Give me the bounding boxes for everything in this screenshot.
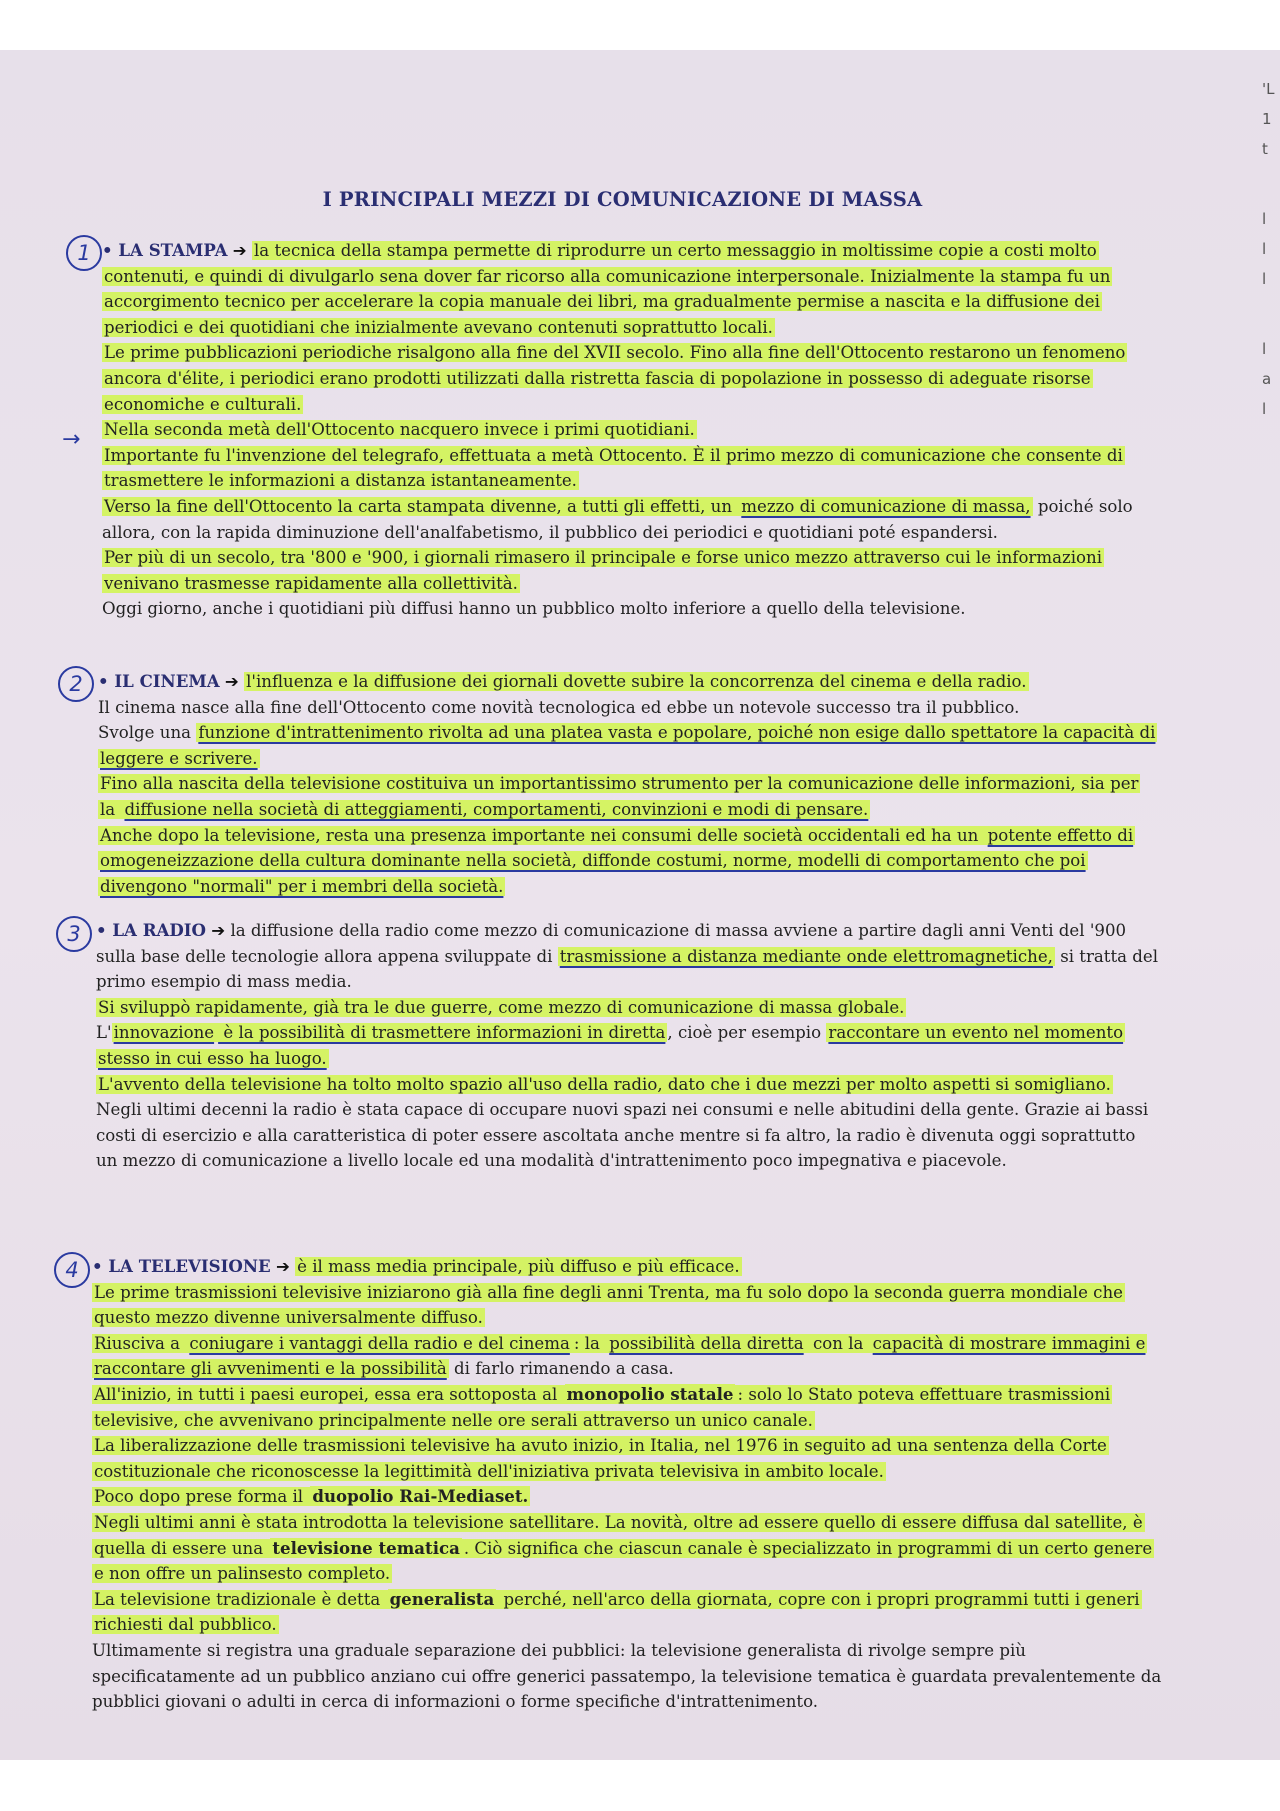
underlined-text: funzione d'intrattenimento rivolta ad una platea vasta e popolare, poiché non esige dallo spettatore la capacità di leggere e scrivere. <box>100 723 1156 768</box>
edge-mark: t <box>1262 140 1268 158</box>
text: si tratta del primo esempio di mass media. <box>96 946 1159 992</box>
highlighted-text: Verso la fine dell'Ottocento la carta stampata divenne, a tutti gli effetti, un <box>104 496 738 516</box>
highlighted-text: la tecnica della stampa permette di riprodurre un certo messaggio in moltissime copie a costi molto contenuti, e quindi di divulgarlo sena dover far ricorso alla comunicazione interpersonale. Inizialmente la stampa fu un accorgimento tecnico per accelerare la copia manuale dei libri, ma gradualmente permise a nascita e la diffusione dei periodici e dei quotidiani che inizialmente avevano contenuti soprattutto locali. <box>104 241 1111 337</box>
edge-mark: a <box>1262 370 1272 388</box>
paragraph <box>102 417 1152 443</box>
paragraph <box>92 1587 1162 1638</box>
edge-marks <box>1262 74 1276 424</box>
highlighted-text: Anche dopo la televisione, resta una presenza importante nei consumi delle società occidentali ed ha un <box>100 825 984 845</box>
paragraph <box>96 918 1160 995</box>
paragraph <box>102 443 1152 494</box>
paragraph <box>98 669 1156 695</box>
text: di farlo rimanendo a casa. <box>448 1359 674 1379</box>
section-heading: • LA RADIO <box>96 920 206 940</box>
paragraph <box>102 596 1152 622</box>
paragraph <box>96 1020 1160 1071</box>
section-heading: • LA TELEVISIONE <box>92 1256 271 1276</box>
highlighted-text: Nella seconda metà dell'Ottocento nacquero invece i primi quotidiani. <box>104 420 695 440</box>
paragraph <box>102 340 1152 417</box>
highlighted-text: Poco dopo prese forma il <box>94 1487 309 1507</box>
text: Il cinema nasce alla fine dell'Ottocento come novità tecnologica ed ebbe un notevole successo tra il pubblico. <box>98 697 1020 717</box>
highlighted-text: Le prime trasmissioni televisive iniziarono già alla fine degli anni Trenta, ma fu solo dopo la seconda guerra mondiale che questo mezzo divenne universalmente diffuso. <box>94 1282 1123 1328</box>
text: , cioè per esempio <box>667 1023 827 1043</box>
paragraph <box>92 1382 1162 1433</box>
highlighted-text: La liberalizzazione delle trasmissioni televisive ha avuto inizio, in Italia, nel 1976 in seguito ad una sentenza della Corte costituzionale che riconoscesse la legittimità dell'iniziativa privata televisiva in ambito locale. <box>94 1436 1107 1481</box>
underlined-text: mezzo di comunicazione di massa, <box>741 496 1031 516</box>
highlighted-text: Importante fu l'invenzione del telegrafo, effettuata a metà Ottocento. È il primo mezzo di comunicazione che consente di trasmettere le informazioni a distanza istantaneamente. <box>104 445 1123 491</box>
paragraph <box>92 1254 1162 1280</box>
text: Negli ultimi decenni la radio è stata capace di occupare nuovi spazi nei consumi e nelle abitudini della gente. Grazie ai bassi costi di esercizio e alla caratteristica di poter essere ascoltata anche mentre si fa altro, la radio è divenuta oggi soprattutto un mezzo di comunicazione a livello locale ed una modalità d'intrattenimento poco impegnativa e piacevole. <box>96 1100 1149 1171</box>
highlighted-text: L'avvento della televisione ha tolto molto spazio all'uso della radio, dato che i due mezzi per molto aspetti si somigliano. <box>98 1074 1111 1094</box>
paragraph <box>98 695 1156 721</box>
highlighted-text: perché, nell'arco della giornata, copre con i propri programmi tutti i generi richiesti dal pubblico. <box>94 1589 1140 1635</box>
text: L' <box>96 1023 112 1043</box>
text: Svolge una <box>98 723 197 743</box>
edge-mark: l <box>1262 240 1267 258</box>
text: Oggi giorno, anche i quotidiani più diffusi hanno un pubblico molto inferiore a quello della televisione. <box>102 599 966 619</box>
underlined-text: diffusione nella società di atteggiamenti, comportamenti, convinzioni e modi di pensare. <box>124 799 869 819</box>
highlighted-text: All'inizio, in tutti i paesi europei, essa era sottoposta al <box>94 1384 563 1404</box>
edge-mark: 1 <box>1262 110 1272 128</box>
paragraph <box>92 1433 1162 1484</box>
right-arrow-icon: ➔ <box>275 1257 290 1276</box>
edge-mark: l <box>1262 340 1267 358</box>
highlighted-text: televisione tematica <box>272 1537 460 1558</box>
edge-mark: l <box>1262 210 1267 228</box>
underlined-text: coniugare i vantaggi della radio e del cinema <box>189 1333 570 1353</box>
edge-mark: l <box>1262 400 1267 418</box>
highlighted-text: Si sviluppò rapidamente, già tra le due guerre, come mezzo di comunicazione di massa globale. <box>98 997 905 1017</box>
section-body <box>98 669 1156 899</box>
highlighted-text: con la <box>807 1333 869 1353</box>
underlined-text: è la possibilità di trasmettere informazioni in diretta <box>218 1023 666 1043</box>
page-title: I PRINCIPALI MEZZI DI COMUNICAZIONE DI MASSA <box>322 188 923 211</box>
section-heading: • LA STAMPA <box>102 240 228 260</box>
paragraph <box>98 823 1156 900</box>
text: la diffusione della radio come mezzo di comunicazione di massa avviene a partire dagli anni Venti del '900 sulla base delle tecnologie allora appena sviluppate di <box>96 921 1127 966</box>
section-number-badge: 1 <box>66 235 102 271</box>
paragraph <box>96 995 1160 1021</box>
highlighted-text: monopolio statale <box>566 1383 734 1404</box>
highlighted-text: Riusciva a <box>94 1333 186 1353</box>
section-number-badge: 3 <box>56 916 92 952</box>
highlighted-text: duopolio Rai-Mediaset. <box>312 1486 529 1507</box>
underlined-text: capacità di mostrare immagini e raccontare gli avvenimenti e la possibilità <box>94 1333 1146 1379</box>
section-body <box>96 918 1160 1174</box>
underlined-text: raccontare un evento nel momento stesso in cui esso ha luogo. <box>98 1023 1124 1068</box>
highlighted-text: l'influenza e la diffusione dei giornali dovette subire la concorrenza del cinema e della radio. <box>246 672 1027 691</box>
paragraph <box>92 1280 1162 1331</box>
highlighted-text: è il mass media principale, più diffuso e più efficace. <box>297 1257 740 1276</box>
edge-mark: l <box>1262 270 1267 288</box>
paragraph <box>92 1510 1162 1587</box>
highlighted-text: Le prime pubblicazioni periodiche risalgono alla fine del XVII secolo. Fino alla fine dell'Ottocento restarono un fenomeno ancora d'élite, i periodici erano prodotti utilizzati dalla ristretta fascia di popolazione in possesso di adeguate risorse economiche e culturali. <box>104 343 1126 414</box>
section-number-badge: 4 <box>54 1252 90 1288</box>
right-arrow-icon: ➔ <box>211 921 226 940</box>
underlined-text: innovazione <box>113 1023 215 1043</box>
document-page <box>0 50 1280 1760</box>
underlined-text: potente effetto di omogeneizzazione della cultura dominante nella società, diffonde costumi, norme, modelli di comportamento che poi divengono "normali" per i membri della società. <box>100 825 1134 896</box>
highlighted-text: . Ciò significa che ciascun canale è specializzato in programmi di un certo genere e non offre un palinsesto completo. <box>94 1538 1153 1584</box>
underlined-text: possibilità della diretta <box>609 1333 804 1353</box>
paragraph <box>96 1072 1160 1098</box>
margin-arrow-icon: → <box>62 427 81 452</box>
underlined-text: trasmissione a distanza mediante onde elettromagnetiche, <box>559 946 1053 966</box>
paragraph <box>92 1638 1162 1715</box>
paragraph <box>96 1097 1160 1174</box>
text: poiché solo allora, con la rapida diminuzione dell'analfabetismo, il pubblico dei periodici e quotidiani poté espandersi. <box>102 496 1133 542</box>
right-arrow-icon: ➔ <box>232 241 247 260</box>
paragraph <box>92 1331 1162 1382</box>
paragraph <box>98 720 1156 771</box>
highlighted-text: Fino alla nascita della televisione costituiva un importantissimo strumento per la comunicazione delle informazioni, sia per la <box>100 774 1139 819</box>
text: Ultimamente si registra una graduale separazione dei pubblici: la televisione generalista di rivolge sempre più specificatamente ad un pubblico anziano cui offre generici passatempo, la televisione tematica è guardata prevalentemente da pubblici giovani o adulti in cerca di informazioni o forme specifiche d'intrattenimento. <box>92 1640 1162 1712</box>
section-number-badge: 2 <box>58 666 94 702</box>
section-heading: • IL CINEMA <box>98 671 220 691</box>
section-body <box>102 238 1152 622</box>
highlighted-text: : solo lo Stato poteva effettuare trasmissioni televisive, che avvenivano principalmente nelle ore serali attraverso un unico canale. <box>94 1384 1111 1430</box>
paragraph <box>102 494 1152 545</box>
highlighted-text: generalista <box>389 1588 495 1609</box>
highlighted-text: Per più di un secolo, tra '800 e '900, i giornali rimasero il principale e forse unico mezzo attraverso cui le informazioni venivano trasmesse rapidamente alla collettività. <box>104 548 1103 593</box>
highlighted-text: : la <box>573 1333 606 1353</box>
highlighted-text: La televisione tradizionale è detta <box>94 1589 386 1609</box>
edge-mark: 'L <box>1262 80 1275 98</box>
paragraph <box>102 238 1152 340</box>
right-arrow-icon: ➔ <box>224 672 239 691</box>
paragraph <box>102 545 1152 596</box>
paragraph <box>98 771 1156 822</box>
paragraph <box>92 1484 1162 1510</box>
section-body <box>92 1254 1162 1715</box>
highlighted-text: Negli ultimi anni è stata introdotta la televisione satellitare. La novità, oltre ad essere quello di essere diffusa dal satellite, è quella di essere una <box>94 1512 1143 1558</box>
